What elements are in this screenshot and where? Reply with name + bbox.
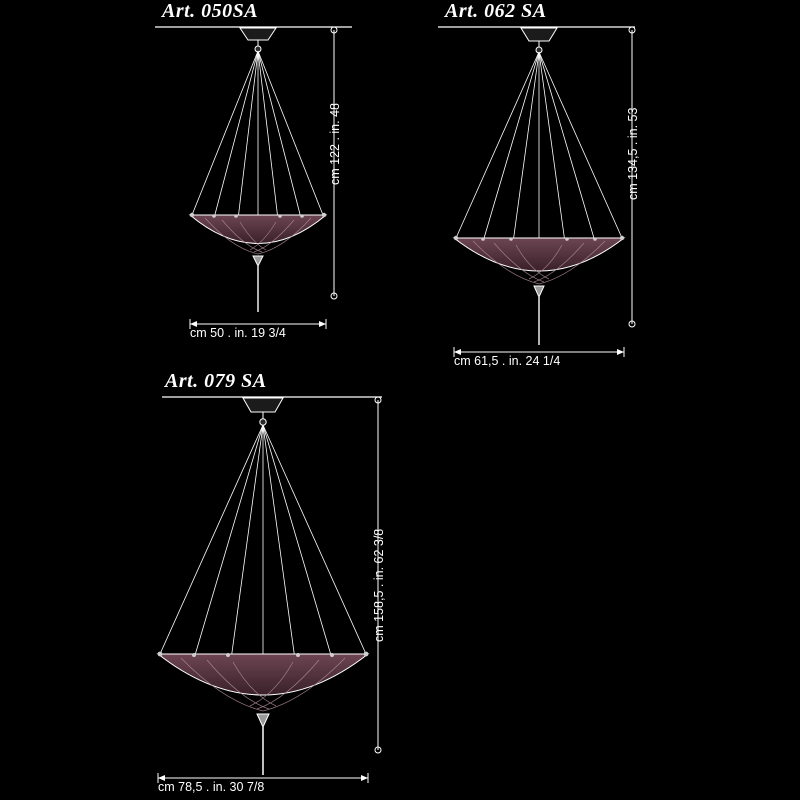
- drawing-art-050sa: [0, 0, 360, 360]
- suspension-cords: [160, 425, 366, 669]
- shade-body: [454, 238, 624, 271]
- finial: [534, 286, 544, 345]
- canopy: [240, 28, 276, 40]
- canopy: [521, 28, 557, 41]
- shade-body: [158, 654, 368, 695]
- figure-title-062sa: Art. 062 SA: [445, 0, 547, 22]
- width-label-050sa: cm 50 . in. 19 3/4: [190, 326, 286, 340]
- width-label-062sa: cm 61,5 . in. 24 1/4: [454, 354, 561, 368]
- suspension-knot: [260, 419, 266, 425]
- figure-title-050sa: Art. 050SA: [162, 0, 259, 22]
- height-label-062sa: cm 134,5 . in. 53: [626, 107, 640, 200]
- figure-art-079sa: [120, 370, 540, 800]
- figure-title-079sa: Art. 079 SA: [165, 370, 267, 392]
- height-label-050sa: cm 122 . in. 48: [328, 103, 342, 185]
- drawing-art-062sa: [420, 0, 800, 380]
- suspension-cords: [456, 52, 622, 252]
- canopy: [243, 398, 283, 412]
- suspension-cords: [192, 51, 323, 230]
- finial: [253, 256, 263, 312]
- height-label-079sa: cm 158,5 . in. 62 3/8: [372, 528, 386, 642]
- figure-art-050sa: [0, 0, 360, 360]
- shade-body: [190, 215, 326, 244]
- drawing-art-079sa: [120, 370, 540, 800]
- width-label-079sa: cm 78,5 . in. 30 7/8: [158, 780, 265, 794]
- figure-art-062sa: [420, 0, 800, 380]
- finial: [257, 714, 269, 775]
